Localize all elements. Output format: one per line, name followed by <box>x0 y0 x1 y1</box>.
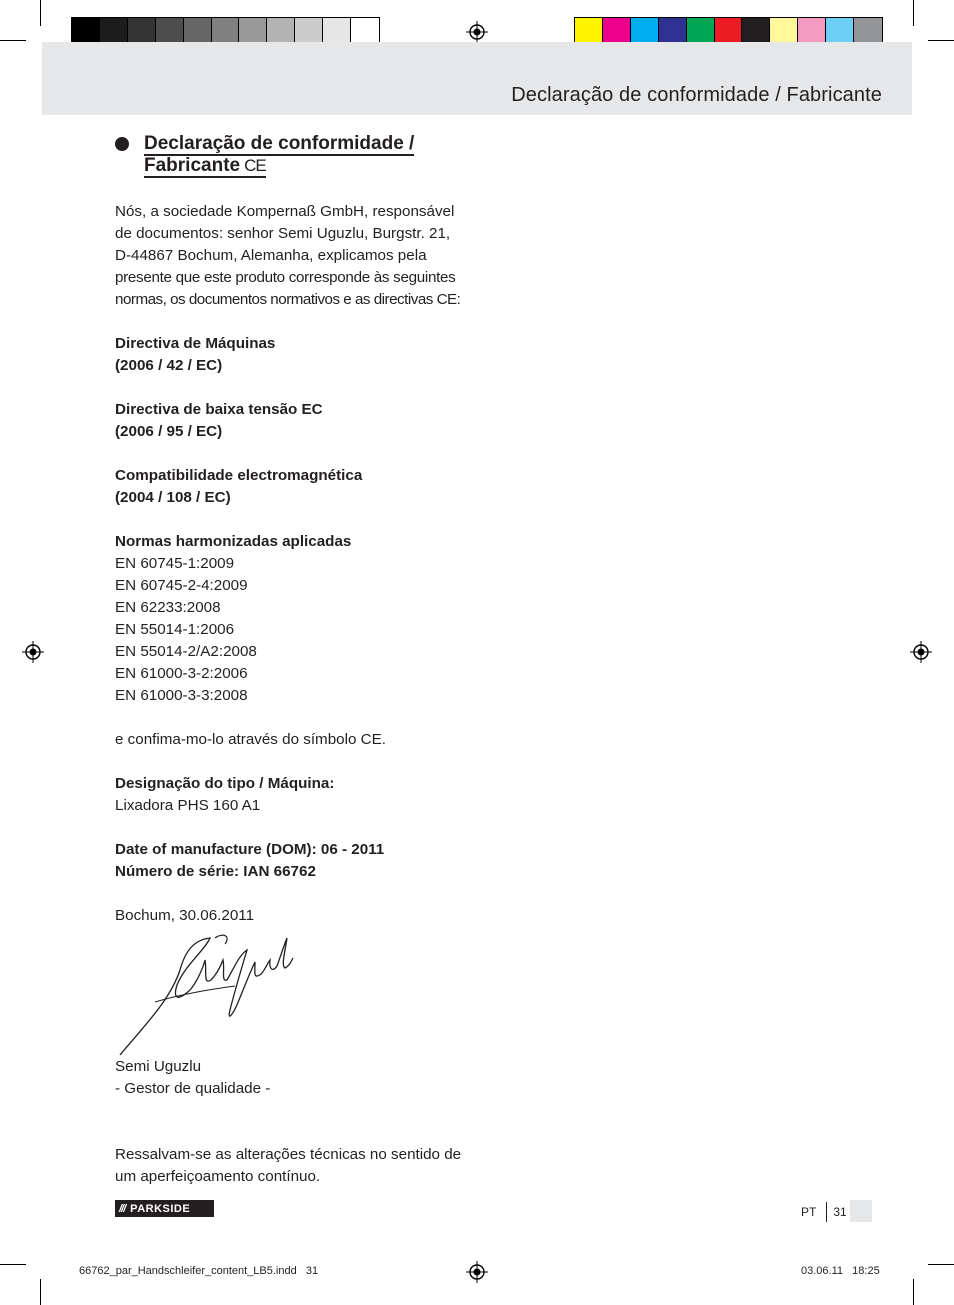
registration-mark-icon <box>466 21 488 43</box>
standard-item: EN 61000-3-3:2008 <box>115 687 248 704</box>
intro-line: de documentos: senhor Semi Uguzlu, Burgstr. 21, <box>115 225 451 242</box>
crop-mark <box>40 1279 41 1305</box>
color-swatch <box>798 18 826 45</box>
color-swatch <box>128 18 156 45</box>
bullet-icon <box>115 137 129 151</box>
standard-item: EN 60745-2-4:2009 <box>115 577 248 594</box>
color-swatch <box>742 18 770 45</box>
language-code: PT <box>801 1205 817 1219</box>
color-swatch <box>72 18 100 45</box>
directive-number: (2006 / 95 / EC) <box>115 423 223 440</box>
directive-name: Compatibilidade electromagnética <box>115 467 363 484</box>
crop-mark <box>40 0 41 26</box>
crop-mark <box>928 1264 954 1265</box>
technical-note <box>115 1144 475 1188</box>
serial-number: Número de série: IAN 66762 <box>115 863 316 880</box>
type-value: Lixadora PHS 160 A1 <box>115 797 261 814</box>
date-of-manufacture: Date of manufacture (DOM): 06 - 2011 <box>115 841 385 858</box>
heading-line-2: Fabricante <box>144 155 241 176</box>
slug-date: 03.06.11 18:25 <box>801 1265 880 1277</box>
color-swatch <box>687 18 715 45</box>
declaration-body <box>115 201 475 927</box>
standard-item: EN 60745-1:2009 <box>115 555 235 572</box>
intro-line: D-44867 Bochum, Alemanha, explicamos pela <box>115 247 427 264</box>
directive-number: (2004 / 108 / EC) <box>115 489 231 506</box>
color-swatch <box>575 18 603 45</box>
note-line: um aperfeiçoamento contínuo. <box>115 1168 321 1185</box>
crop-mark <box>913 0 914 26</box>
color-swatch <box>854 18 882 45</box>
signature-image <box>115 930 295 1060</box>
color-swatch <box>826 18 854 45</box>
standard-item: EN 62233:2008 <box>115 599 221 616</box>
standard-item: EN 61000-3-2:2006 <box>115 665 248 682</box>
place-date: Bochum, 30.06.2011 <box>115 907 255 924</box>
signer-role: - Gestor de qualidade - <box>115 1080 271 1097</box>
color-swatch <box>715 18 743 45</box>
signer-block <box>115 1056 475 1100</box>
page-info <box>801 1202 847 1222</box>
color-swatch <box>323 18 351 45</box>
signer-name: Semi Uguzlu <box>115 1058 202 1075</box>
color-swatch <box>295 18 323 45</box>
standard-item: EN 55014-2/A2:2008 <box>115 643 257 660</box>
note-line: Ressalvam-se as alterações técnicas no sentido de <box>115 1146 462 1163</box>
ce-mark-icon: CE <box>244 156 266 175</box>
color-swatch <box>184 18 212 45</box>
section-heading <box>144 133 484 177</box>
divider <box>826 1202 827 1222</box>
crop-mark <box>0 40 26 41</box>
page-tab <box>850 1200 872 1222</box>
color-swatch <box>770 18 798 45</box>
color-swatch <box>603 18 631 45</box>
standard-item: EN 55014-1:2006 <box>115 621 235 638</box>
directive-name: Directiva de baixa tensão EC <box>115 401 323 418</box>
registration-mark-icon <box>466 1261 488 1283</box>
parkside-logo <box>115 1200 214 1217</box>
standards-title: Normas harmonizadas aplicadas <box>115 533 352 550</box>
color-swatch <box>659 18 687 45</box>
intro-line: normas, os documentos normativos e as directivas CE: <box>115 291 461 308</box>
slug-filename: 66762_par_Handschleifer_content_LB5.indd 31 <box>79 1265 319 1277</box>
directive-name: Directiva de Máquinas <box>115 335 276 352</box>
directive-number: (2006 / 42 / EC) <box>115 357 223 374</box>
logo-text: PARKSIDE <box>130 1202 191 1215</box>
intro-line: presente que este produto corresponde às seguintes <box>115 269 456 286</box>
color-swatch <box>100 18 128 45</box>
color-swatch <box>212 18 240 45</box>
type-label: Designação do tipo / Máquina: <box>115 775 335 792</box>
registration-mark-icon <box>910 641 932 663</box>
registration-mark-icon <box>22 641 44 663</box>
color-swatch <box>156 18 184 45</box>
color-swatch <box>631 18 659 45</box>
crop-mark <box>928 40 954 41</box>
logo-slashes-icon: /// <box>119 1202 126 1215</box>
crop-mark <box>913 1279 914 1305</box>
page-title: Declaração de conformidade / Fabricante <box>511 84 882 106</box>
color-swatch <box>351 18 379 45</box>
ce-confirmation: e confima-mo-lo através do símbolo CE. <box>115 731 386 748</box>
color-swatch <box>267 18 295 45</box>
crop-mark <box>0 1264 26 1265</box>
heading-line-1: Declaração de conformidade / <box>144 133 415 154</box>
color-swatch <box>239 18 267 45</box>
intro-line: Nós, a sociedade Kompernaß GmbH, responsável <box>115 203 455 220</box>
page-number: 31 <box>833 1205 847 1219</box>
